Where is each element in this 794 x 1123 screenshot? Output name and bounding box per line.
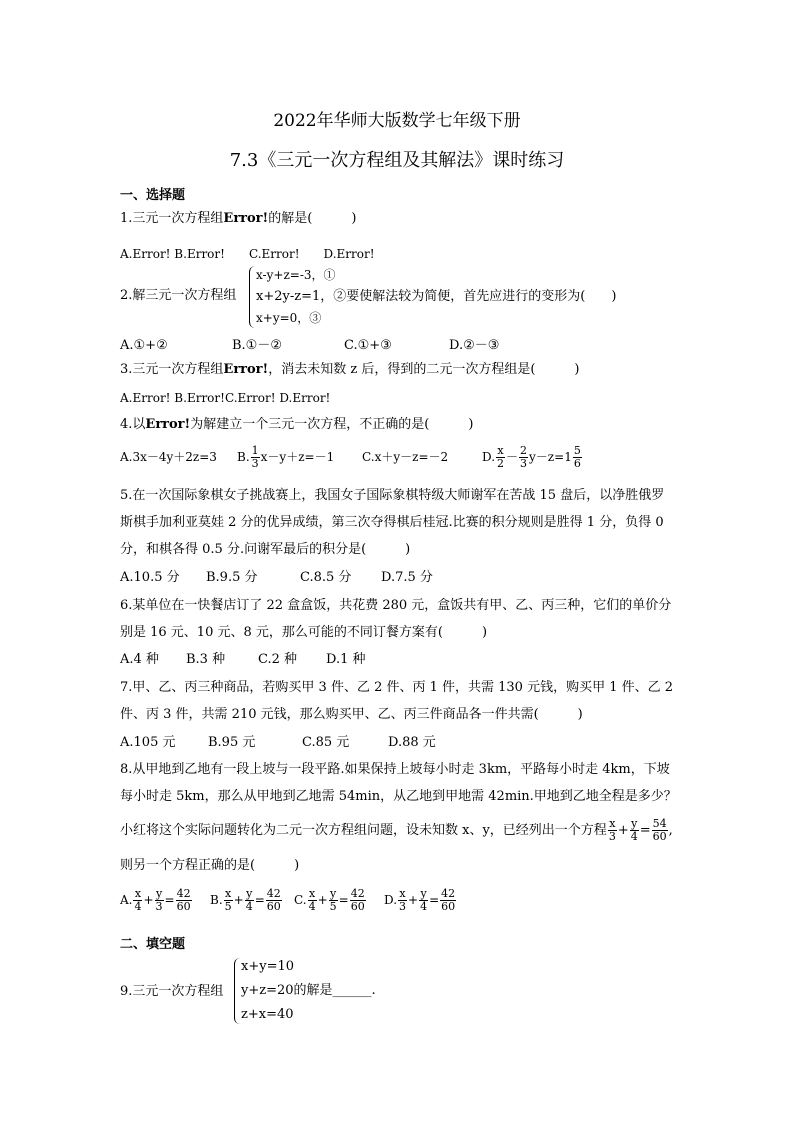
- q4-tail: 为解建立一个三元一次方程，不正确的是( ): [190, 417, 474, 432]
- q9-eq1: x+y=10: [241, 959, 295, 974]
- q2-eq2: x+2y-z=1，②要使解法较为简便，首先应进行的变形为( ): [256, 289, 617, 304]
- q5-option-b: B.9.5 分: [206, 570, 258, 585]
- question-4: [120, 416, 473, 434]
- q6-line-2: 别是 16 元、10 元、8 元，那么可能的不同订餐方案有( ): [120, 625, 488, 640]
- q5-line-3: 分，和棋各得 0.5 分.问谢军最后的积分是( ): [120, 542, 411, 557]
- q4-text: 4.以: [120, 417, 146, 432]
- q8-option-d: D. $\frac{x}{3}$ + $\frac{y}{4}$ = $\frac{42}{60}$: [384, 887, 456, 913]
- q6-options: [120, 651, 366, 669]
- section-heading: 一、选择题: [120, 188, 186, 203]
- q4-option-c: C.x＋y－z=－2: [362, 450, 449, 464]
- q6-option-a: A.4 种: [120, 652, 159, 667]
- q4-error: Error!: [145, 417, 191, 432]
- q5-option-a: A.10.5 分: [120, 570, 180, 585]
- q2-option-c: C.①+③: [344, 338, 392, 353]
- q7-line-1: 7.甲、乙、丙三种商品，若购买甲 3 件、乙 2 件、丙 1 件，共需 130 元钱，购买甲 1 件、乙 2: [120, 680, 674, 695]
- q8-option-b: B. $\frac{x}{5}$ + $\frac{y}{4}$ = $\frac{42}{60}$: [210, 887, 281, 913]
- q1-tail: 的解是( ): [268, 211, 357, 226]
- q2-brace: [249, 266, 256, 328]
- q5-line-1: 5.在一次国际象棋女子挑战赛上，我国女子国际象棋特级大师谢军在苦战 15 盘后，以净胜俄罗: [120, 488, 665, 503]
- q8-line-2: 每小时走 5km，那么从甲地到乙地需 54min，从乙地到甲地需 42min.甲地到乙地全程是多少？: [120, 789, 677, 804]
- q6-option-c: C.2 种: [258, 652, 298, 667]
- section-heading: 二、填空题: [120, 937, 186, 952]
- q2-eq1: x-y+z=-3，①: [256, 268, 336, 282]
- q8-line-3: 小红将这个实际问题转化为二元一次方程组问题，设未知数 x、y，已经列出一个方程 $\frac{x}{3}$ + $\frac{y}{4}$ = $\frac{54}{60}$ ,: [120, 817, 673, 843]
- q1-text: 1.三元一次方程组: [120, 211, 224, 226]
- q7-option-d: D.88 元: [388, 735, 436, 750]
- q2-option-b: B.①－②: [232, 338, 282, 353]
- q5-option-c: C.8.5 分: [300, 570, 352, 585]
- q2-option-d: D.②－③: [449, 338, 500, 353]
- q5-options: [120, 569, 433, 587]
- q7-option-b: B.95 元: [208, 735, 256, 750]
- q7-options: [120, 734, 436, 752]
- q7-line-2: 件、丙 3 件，共需 210 元钱，那么购买甲、乙、丙三件商品各一件共需( ): [120, 707, 583, 722]
- q2-eq3: x+y=0，③: [256, 311, 322, 325]
- q3-tail: ，消去未知数 z 后，得到的二元一次方程组是( ): [268, 362, 580, 377]
- q9-eq2: y+z=20的解是______.: [241, 983, 376, 998]
- q4-option-b: B. $\frac{1}{3}$ x－y＋z=－1: [237, 444, 335, 470]
- q6-option-b: B.3 种: [186, 652, 226, 667]
- q8-options: [120, 886, 457, 914]
- q7-option-a: A.105 元: [120, 735, 176, 750]
- q4-options: [120, 444, 583, 470]
- q8-line-4: 则另一个方程正确的是( ): [120, 858, 300, 873]
- q8-line-1: 8.从甲地到乙地有一段上坡与一段平路.如果保持上坡每小时走 3km，平路每小时走 4km，下坡: [120, 762, 670, 777]
- q1-options: A.Error! B.Error! C.Error! D.Error!: [120, 247, 375, 261]
- q1-error: Error!: [223, 211, 269, 226]
- q8-option-a: A. $\frac{x}{4}$ + $\frac{y}{3}$ = $\frac{42}{60}$: [120, 887, 191, 913]
- q9-eq3: z+x=40: [241, 1007, 294, 1022]
- q4-option-d: D. $\frac{x}{2}$ － $\frac{2}{3}$ y－z=1 $\frac{5}{6}$: [482, 444, 581, 470]
- question-1: [120, 210, 356, 228]
- q5-line-2: 斯棋手加利亚莫娃 2 分的优异成绩，第三次夺得棋后桂冠.比赛的积分规则是胜得 1 分，负得 0: [120, 515, 664, 530]
- q3-options: A.Error! B.Error!C.Error! D.Error!: [120, 391, 331, 405]
- q2-prefix: 2.解三元一次方程组: [120, 288, 237, 303]
- q5-option-d: D.7.5 分: [381, 570, 433, 585]
- q6-option-d: D.1 种: [326, 652, 366, 667]
- q7-option-c: C.85 元: [302, 735, 350, 750]
- q4-option-a: A.3x－4y＋2z=3: [120, 450, 217, 464]
- question-3: [120, 361, 580, 379]
- q2-options: [120, 337, 499, 355]
- q3-text: 3.三元一次方程组: [120, 362, 224, 377]
- q2-option-a: A.①+②: [120, 338, 168, 353]
- q3-error: Error!: [223, 362, 269, 377]
- q8-option-c: C. $\frac{x}{4}$ + $\frac{y}{5}$ = $\frac{42}{60}$: [294, 887, 365, 913]
- q9-prefix: 9.三元一次方程组: [120, 984, 224, 999]
- q9-brace: [234, 958, 241, 1024]
- page-subtitle: 7.3《三元一次方程组及其解法》课时练习: [229, 150, 565, 171]
- page-title: 2022年华师大版数学七年级下册: [273, 111, 521, 131]
- q6-line-1: 6.某单位在一快餐店订了 22 盒盒饭，共花费 280 元，盒饭共有甲、乙、丙三种，它们的单价分: [120, 598, 672, 613]
